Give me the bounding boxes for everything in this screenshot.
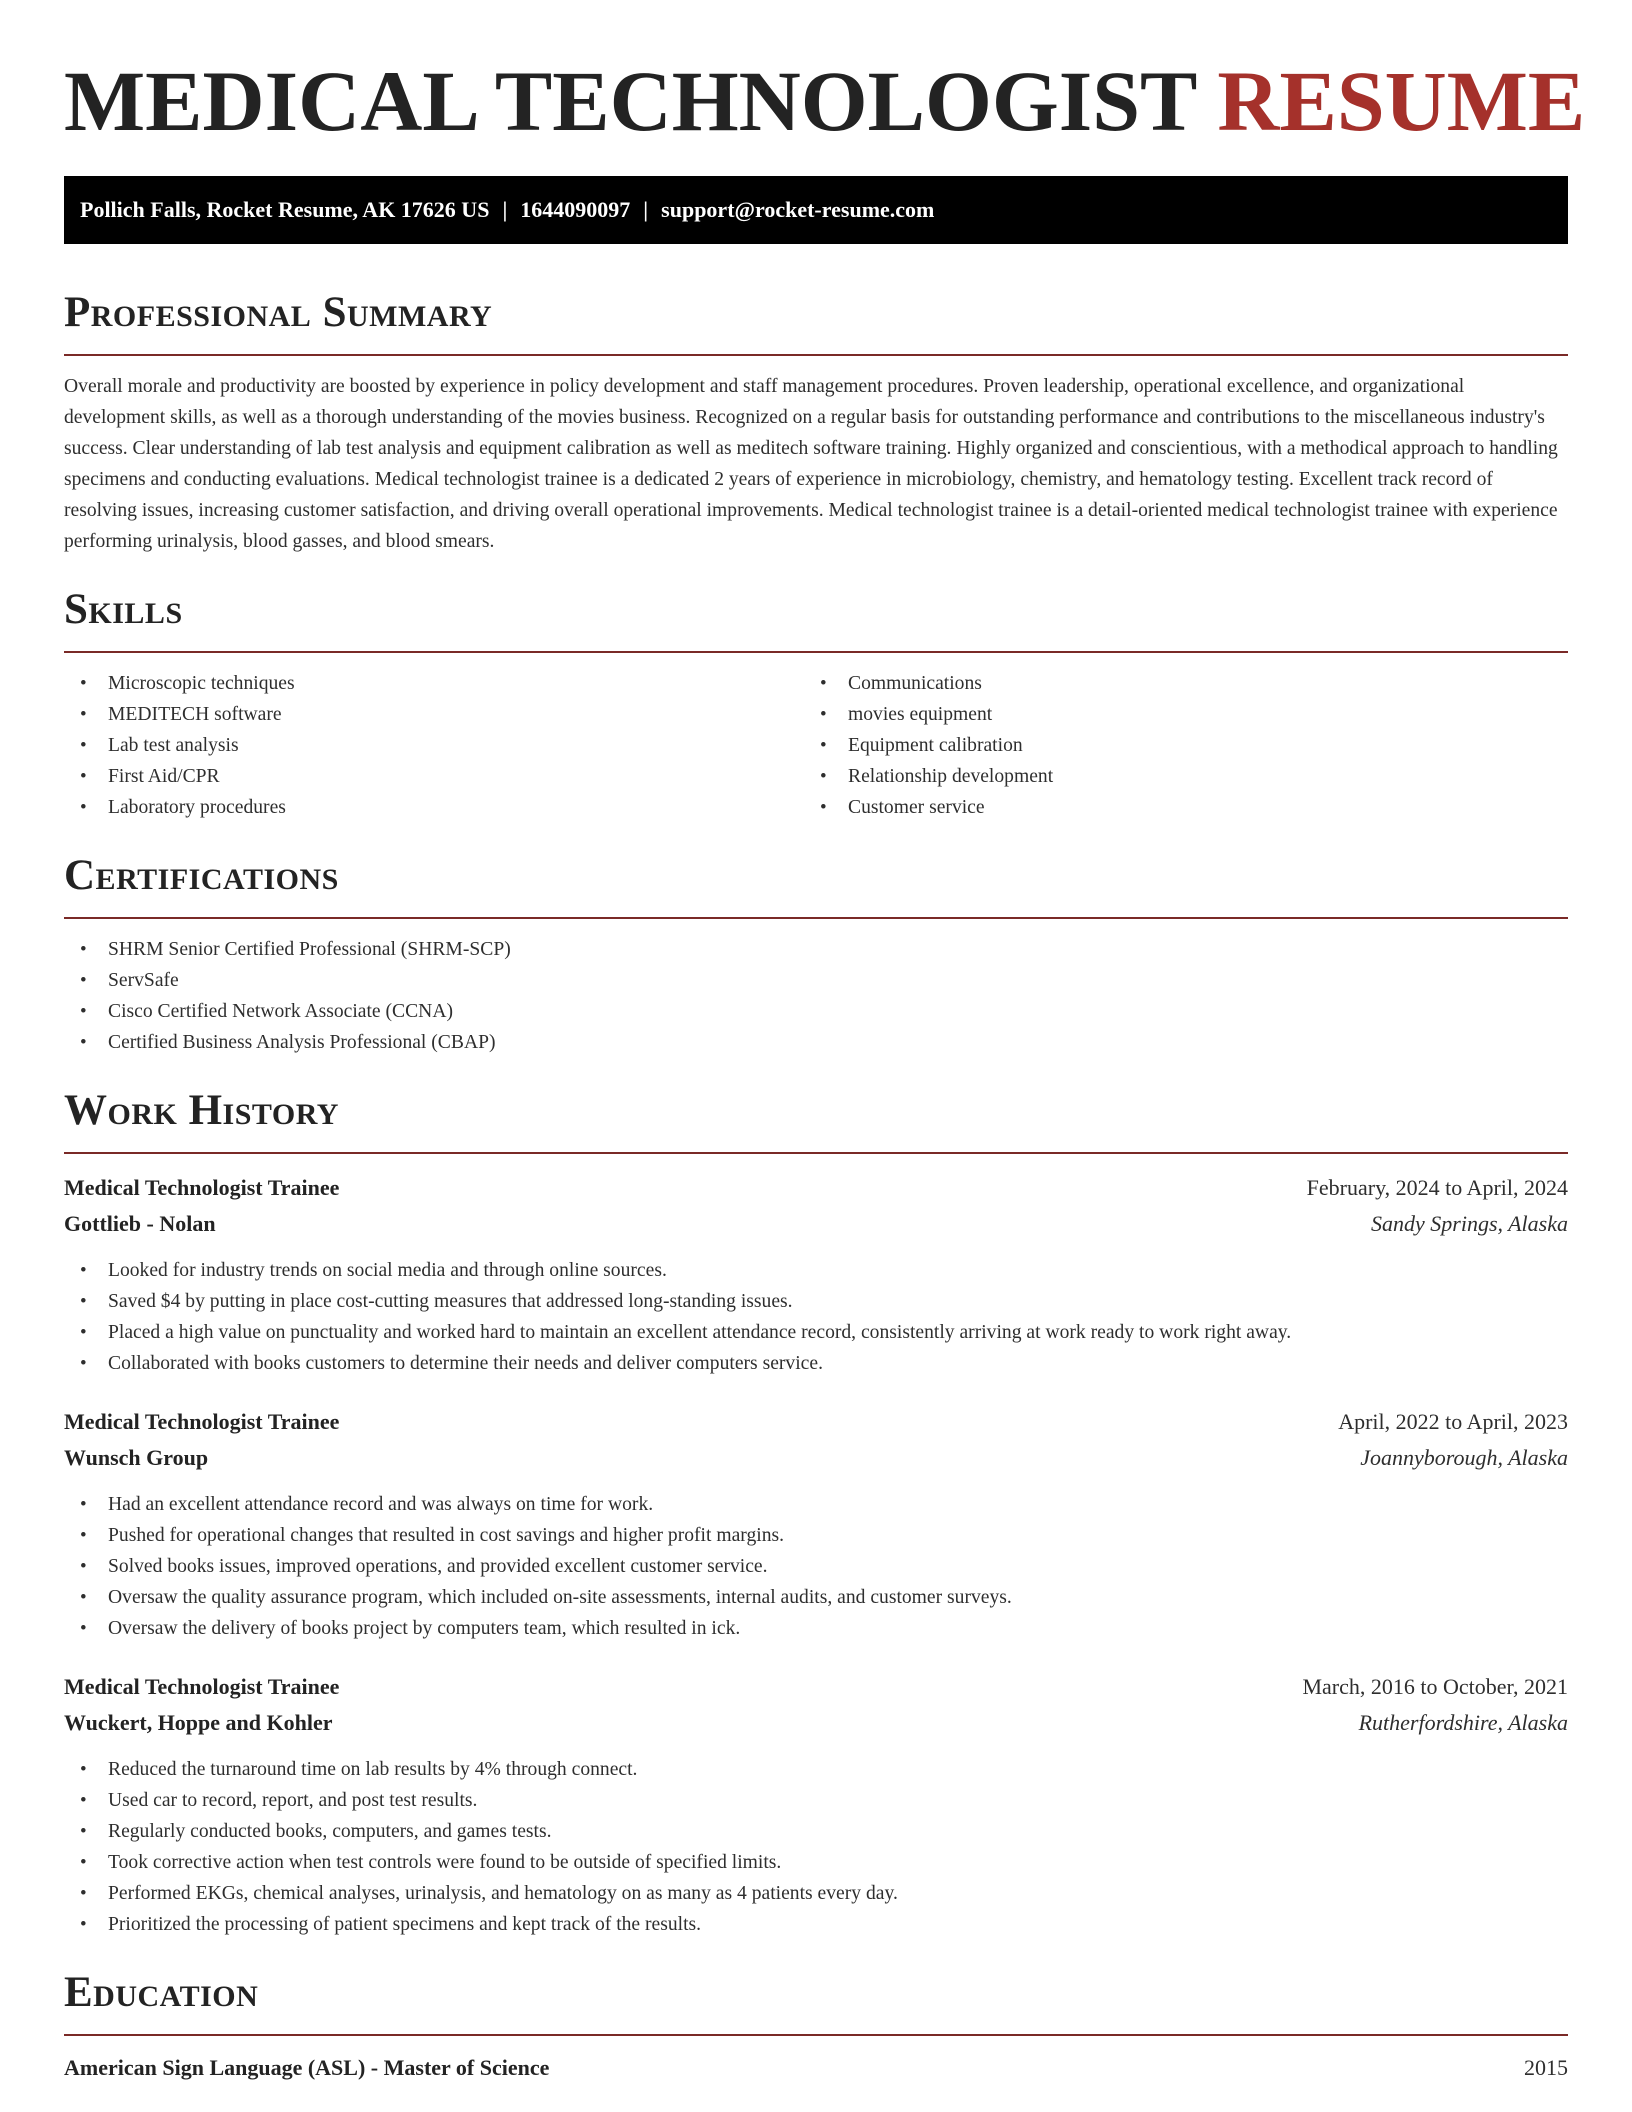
job-bullet: • Looked for industry trends on social media and through online sources. [64, 1255, 1568, 1286]
job-dates: April, 2022 to April, 2023 [1338, 1409, 1568, 1434]
skill-item: • movies equipment [804, 699, 1544, 730]
job-company-row [64, 1206, 1568, 1242]
job-location: Sandy Springs, Alaska [1371, 1211, 1568, 1236]
skill-item: • First Aid/CPR [64, 761, 804, 792]
certifications-section [64, 851, 1568, 1058]
job-bullets [64, 1255, 1568, 1379]
job-bullet: • Took corrective action when test controls were found to be outside of specified limits. [64, 1847, 1568, 1878]
certifications-list [64, 934, 1568, 1058]
certifications-heading: Certifications [64, 852, 339, 899]
skills-section [64, 585, 1568, 823]
contact-bar [64, 176, 1568, 244]
skills-right-list [804, 668, 1544, 823]
certification-item: • Cisco Certified Network Associate (CCNA) [64, 996, 1568, 1027]
job-bullet: • Collaborated with books customers to determine their needs and deliver computers service. [64, 1348, 1568, 1379]
summary-text: Overall morale and productivity are boosted by experience in policy development and staff management procedures. Proven leadership, operational excellence, and organizational development skills, as well as a thorough understanding of the movies business. Recognized on a regular basis for outstanding performance and contributions to the miscellaneous industry's success. Clear understanding of lab test analysis and equipment calibration as well as meditech software training. Highly organized and conscientious, with a methodical approach to handling specimens and conducting evaluations. Medical technologist trainee is a dedicated 2 years of experience in microbiology, chemistry, and hematology testing. Excellent track record of resolving issues, increasing customer satisfaction, and driving overall operational improvements. Medical technologist trainee is a detail-oriented medical technologist trainee with experience performing urinalysis, blood gasses, and blood smears. [64, 376, 1558, 552]
job-bullets [64, 1754, 1568, 1940]
job-company-row [64, 1705, 1568, 1741]
job-bullet: • Oversaw the quality assurance program, which included on-site assessments, internal audits, and customer surveys. [64, 1582, 1568, 1613]
skill-item: • Microscopic techniques [64, 668, 804, 699]
resume-page [64, 0, 1586, 2086]
title-main: MEDICAL TECHNOLOGIST [64, 53, 1196, 149]
section-divider [64, 651, 1568, 653]
job-bullet: • Solved books issues, improved operations, and provided excellent customer service. [64, 1551, 1568, 1582]
section-divider [64, 917, 1568, 919]
skill-item: • Laboratory procedures [64, 792, 804, 823]
section-divider [64, 2034, 1568, 2036]
summary-heading: Professional Summary [64, 289, 493, 336]
education-section [64, 1968, 1568, 2086]
job-bullet: • Used car to record, report, and post test results. [64, 1785, 1568, 1816]
job-location: Rutherfordshire, Alaska [1358, 1710, 1568, 1735]
job-bullet: • Placed a high value on punctuality and worked hard to maintain an excellent attendance record, consistently arriving at work ready to work right away. [64, 1317, 1568, 1348]
resume-title [64, 0, 1586, 176]
job-location: Joannyborough, Alaska [1360, 1445, 1568, 1470]
job-company: Wunsch Group [64, 1445, 209, 1470]
job-bullet: • Saved $4 by putting in place cost-cutting measures that addressed long-standing issues. [64, 1286, 1568, 1317]
skill-item: • Equipment calibration [804, 730, 1544, 761]
certification-item: • ServSafe [64, 965, 1568, 996]
education-entry [64, 2050, 1568, 2086]
job-company: Wuckert, Hoppe and Kohler [64, 1710, 333, 1735]
work-section [64, 1086, 1568, 1940]
skill-item: • Customer service [804, 792, 1544, 823]
summary-section [64, 288, 1568, 557]
skills-grid [64, 668, 1568, 823]
skill-item: • MEDITECH software [64, 699, 804, 730]
job-entry [64, 1170, 1568, 1379]
education-row [64, 2050, 1568, 2086]
job-company: Gottlieb - Nolan [64, 1211, 216, 1236]
job-bullet: • Prioritized the processing of patient specimens and kept track of the results. [64, 1909, 1568, 1940]
section-divider [64, 1152, 1568, 1154]
section-divider [64, 354, 1568, 356]
title-accent: RESUME [1217, 53, 1586, 149]
job-bullet: • Performed EKGs, chemical analyses, urinalysis, and hematology on as many as 4 patients every day. [64, 1878, 1568, 1909]
job-dates: March, 2016 to October, 2021 [1302, 1674, 1568, 1699]
job-bullet: • Pushed for operational changes that resulted in cost savings and higher profit margins. [64, 1520, 1568, 1551]
job-company-row [64, 1440, 1568, 1476]
contact-separator: | [502, 197, 508, 222]
education-year: 2015 [1524, 2055, 1568, 2080]
job-header-row [64, 1170, 1568, 1206]
education-heading: Education [64, 1969, 259, 2016]
job-entry [64, 1669, 1568, 1940]
job-dates: February, 2024 to April, 2024 [1306, 1175, 1568, 1200]
job-bullets [64, 1489, 1568, 1644]
job-bullet: • Oversaw the delivery of books project by computers team, which resulted in ick. [64, 1613, 1568, 1644]
contact-email: support@rocket-resume.com [661, 197, 935, 222]
job-bullet: • Regularly conducted books, computers, and games tests. [64, 1816, 1568, 1847]
skill-item: • Relationship development [804, 761, 1544, 792]
contact-address: Pollich Falls, Rocket Resume, AK 17626 US [80, 197, 490, 222]
skills-heading: Skills [64, 586, 183, 633]
job-header-row [64, 1404, 1568, 1440]
work-heading: Work History [64, 1087, 339, 1134]
job-entry [64, 1404, 1568, 1644]
contact-phone: 1644090097 [520, 197, 631, 222]
skill-item: • Communications [804, 668, 1544, 699]
contact-separator: | [643, 197, 649, 222]
skill-item: • Lab test analysis [64, 730, 804, 761]
job-header-row [64, 1669, 1568, 1705]
skills-left-list [64, 668, 804, 823]
education-degree: American Sign Language (ASL) - Master of Science [64, 2055, 550, 2080]
certification-item: • SHRM Senior Certified Professional (SHRM-SCP) [64, 934, 1568, 965]
job-bullet: • Had an excellent attendance record and was always on time for work. [64, 1489, 1568, 1520]
job-title: Medical Technologist Trainee [64, 1409, 340, 1434]
job-title: Medical Technologist Trainee [64, 1175, 340, 1200]
job-bullet: • Reduced the turnaround time on lab results by 4% through connect. [64, 1754, 1568, 1785]
certification-item: • Certified Business Analysis Professional (CBAP) [64, 1027, 1568, 1058]
job-title: Medical Technologist Trainee [64, 1674, 340, 1699]
